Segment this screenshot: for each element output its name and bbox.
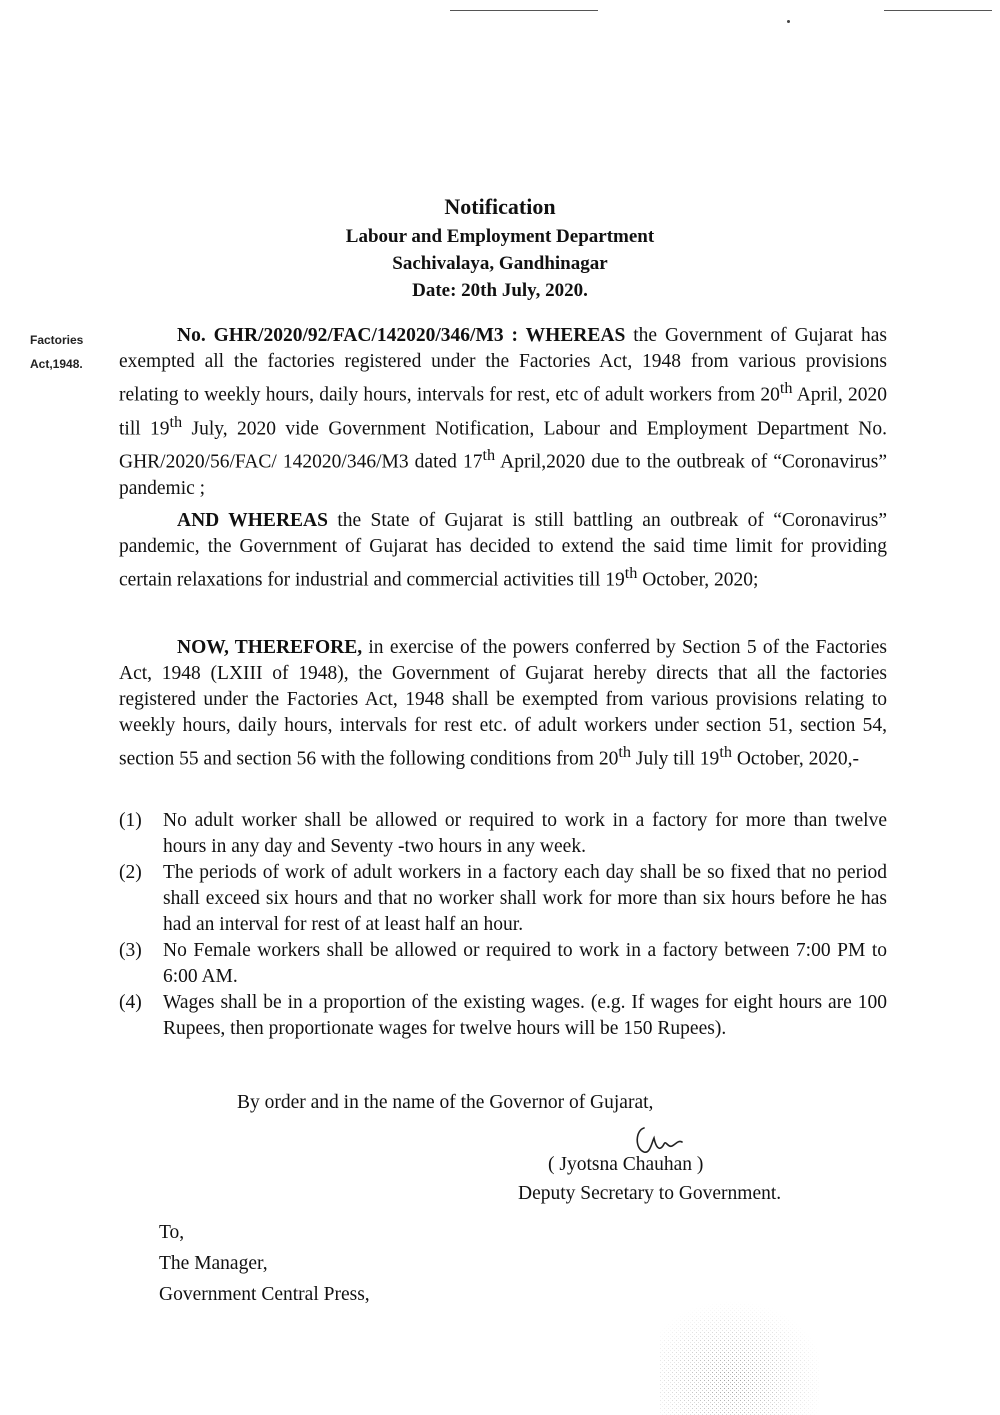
condition-text: The periods of work of adult workers in a factory each day shall be so fixed that no period shall exceed six hours and that no worker shall work for more than six hours before he has had an interval for rest of at least half an hour. [163, 862, 887, 935]
signatory-name: ( Jyotsna Chauhan ) [548, 1154, 704, 1175]
paragraph-and-whereas [119, 508, 887, 594]
ordinal-suffix: th [618, 743, 631, 761]
condition-number: (3) [119, 940, 142, 961]
department-name: Labour and Employment Department [345, 226, 655, 247]
condition-item [119, 990, 887, 1042]
condition-text: No adult worker shall be allowed or required to work in a factory for more than twelve hours in any day and Seventy -two hours in any week. [163, 810, 887, 857]
address-line: Government Central Press, [159, 1284, 370, 1305]
condition-text: Wages shall be in a proportion of the existing wages. (e.g. If wages for eight hours are 100 Rupees, then proportionate wages for twelve hours will be 150 Rupees). [163, 992, 887, 1039]
faded-stamp-mark [660, 1280, 820, 1415]
paragraph-now-therefore [119, 635, 887, 773]
paragraph-text: April,2020 due to the outbreak of “Coronavirus” pandemic ; [119, 451, 887, 499]
margin-note [30, 328, 110, 376]
signatory-title: Deputy Secretary to Government. [518, 1183, 782, 1204]
paragraph-text: the Government of Gujarat has exempted all the factories registered under the Factories Act, 1948 from various provisions relating to weekly hours, daily hours, intervals for rest, etc of adult workers from 20 [119, 325, 887, 406]
office-location: Sachivalaya, Gandhinagar [392, 253, 608, 274]
paragraph-text: July, 2020 vide Government Notification, Labour and Employment Department No. GHR/2020/56/FAC/ 142020/346/M3 dated 17 [119, 418, 888, 473]
address-line: The Manager, [159, 1253, 268, 1274]
ordinal-suffix: th [779, 379, 793, 397]
condition-item [119, 938, 887, 990]
paragraph-whereas [119, 323, 887, 502]
margin-note-line: Factories [30, 333, 84, 347]
paragraph-text: October, 2020; [637, 569, 759, 591]
scan-speck [787, 20, 790, 23]
paragraph-text: the State of Gujarat is still battling an outbreak of “Coronavirus” pandemic, the Government of Gujarat has decided to extend the said time limit for providing certain relaxations for industrial and commercial activities till 19 [119, 510, 887, 591]
address-block [159, 1217, 370, 1310]
notification-number: No. GHR/2020/92/FAC/142020/346/M3 : WHEREAS [177, 325, 626, 346]
paragraph-text: October, 2020,- [731, 748, 859, 770]
notification-date: Date: 20th July, 2020. [412, 280, 588, 301]
top-scan-line-right [884, 10, 992, 11]
notification-title: Notification [444, 194, 556, 219]
condition-number: (4) [119, 992, 142, 1013]
paragraph-text: April, 2020 till 19 [119, 384, 887, 439]
paragraph-lead: NOW, THEREFORE, [177, 637, 363, 658]
ordinal-suffix: th [719, 743, 732, 761]
paragraph-text: July till 19 [631, 748, 720, 770]
margin-note-line: Act,1948. [30, 357, 83, 371]
condition-item [119, 860, 887, 938]
paragraph-text: in exercise of the powers conferred by Section 5 of the Factories Act, 1948 (LXIII of 1948), the Government of Gujarat hereby directs that all the factories registered under the Factories Act, 1948 shall be exempted from various provisions relating to weekly hours, daily hours, intervals for rest etc. of adult workers under section 51, section 54, section 55 and section 56 with the following conditions from 20 [119, 637, 888, 770]
condition-item [119, 808, 887, 860]
paragraph-lead: AND WHEREAS [177, 510, 328, 531]
ordinal-suffix: th [624, 564, 638, 582]
condition-number: (1) [119, 810, 142, 831]
top-scan-line-left [450, 10, 598, 11]
ordinal-suffix: th [482, 446, 496, 464]
conditions-list [119, 808, 887, 1042]
condition-text: No Female workers shall be allowed or required to work in a factory between 7:00 PM to 6:00 AM. [163, 940, 887, 987]
ordinal-suffix: th [169, 412, 183, 431]
closing-line: By order and in the name of the Governor of Gujarat, [237, 1092, 654, 1113]
condition-number: (2) [119, 862, 142, 883]
address-line: To, [159, 1222, 185, 1243]
